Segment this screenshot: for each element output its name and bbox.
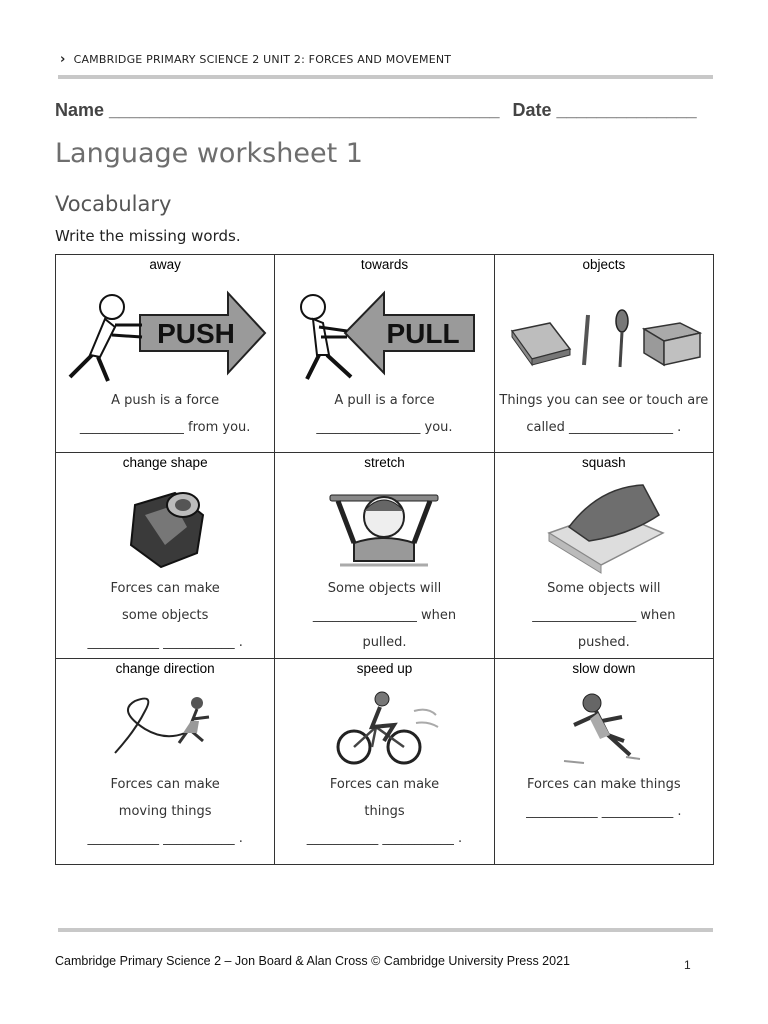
cell-title: towards — [360, 257, 409, 272]
cyclist-icon — [324, 681, 444, 771]
squashed-sponge-icon — [539, 475, 669, 575]
answer-line[interactable]: ___________ ___________ . — [87, 831, 243, 846]
instruction-text: Write the missing words. — [55, 227, 241, 245]
sliding-boy-icon — [544, 681, 664, 771]
cell-title: slow down — [572, 661, 636, 676]
cell-title: speed up — [356, 661, 413, 676]
skater-icon — [105, 681, 225, 771]
vocab-cell-speed-up — [275, 659, 494, 865]
pull-arrow-icon — [289, 277, 479, 387]
vocab-cell-objects — [494, 255, 713, 453]
vocabulary-grid — [55, 254, 714, 865]
answer-line[interactable]: ________________ you. — [316, 420, 453, 435]
cell-line: Forces can make — [110, 777, 220, 792]
cell-line: Forces can make — [110, 581, 220, 596]
page-title: Language worksheet 1 — [55, 138, 363, 169]
cell-title: squash — [582, 455, 626, 470]
cell-title: objects — [582, 257, 626, 272]
page-number: 1 — [684, 958, 691, 972]
answer-line[interactable]: ___________ ___________ . — [87, 635, 243, 650]
cell-line: pulled. — [362, 635, 407, 650]
push-arrow-icon — [60, 277, 270, 387]
cell-title: change direction — [115, 661, 215, 676]
vocab-cell-towards — [275, 255, 494, 453]
footer-rule — [58, 928, 713, 932]
cell-line: A pull is a force — [334, 393, 435, 408]
objects-icon — [504, 277, 704, 387]
cell-line: Some objects will — [327, 581, 442, 596]
date-field[interactable]: ______________ — [556, 100, 697, 120]
cell-line: A push is a force — [111, 393, 220, 408]
answer-line[interactable]: ___________ ___________ . — [306, 831, 463, 846]
cell-title: away — [149, 257, 181, 272]
header-title: CAMBRIDGE PRIMARY SCIENCE 2 UNIT 2: FORCES AND MOVEMENT — [73, 53, 452, 66]
name-date-row — [55, 100, 715, 121]
push-word: PUSH — [157, 318, 236, 349]
name-label: Name — [55, 100, 105, 120]
vocab-cell-change-shape — [56, 453, 275, 659]
vocab-cell-away — [56, 255, 275, 453]
cell-line: Things you can see or touch are — [499, 393, 709, 408]
cell-line: Forces can make things — [527, 777, 681, 792]
name-field[interactable]: _______________________________________ — [109, 100, 500, 120]
chevron-right-icon: › — [60, 52, 66, 67]
answer-line[interactable]: ________________ from you. — [79, 420, 251, 435]
cell-line: Forces can make — [329, 777, 440, 792]
footer-credit: Cambridge Primary Science 2 – Jon Board & Alan Cross © Cambridge University Press 2021 — [55, 954, 570, 968]
vocab-cell-change-direction — [56, 659, 275, 865]
answer-line[interactable]: ________________ when — [312, 608, 457, 623]
vocab-cell-stretch — [275, 453, 494, 659]
cell-line: some objects — [121, 608, 209, 623]
running-header — [60, 52, 451, 67]
cell-line: Some objects will — [547, 581, 661, 596]
cell-line: things — [364, 804, 405, 819]
answer-line[interactable]: called ________________ . — [526, 420, 682, 435]
vocab-cell-slow-down — [494, 659, 713, 865]
cell-line: moving things — [118, 804, 212, 819]
date-label: Date — [512, 100, 552, 120]
cell-line: pushed. — [577, 635, 630, 650]
section-heading: Vocabulary — [55, 192, 172, 216]
vocab-cell-squash — [494, 453, 713, 659]
stretching-boy-icon — [324, 475, 444, 575]
header-rule — [58, 75, 713, 79]
answer-line[interactable]: ________________ when — [532, 608, 676, 623]
cell-title: change shape — [122, 455, 208, 470]
answer-line[interactable]: ___________ ___________ . — [526, 804, 682, 819]
crushed-can-icon — [105, 475, 225, 575]
pull-word: PULL — [386, 318, 461, 349]
cell-title: stretch — [364, 455, 405, 470]
